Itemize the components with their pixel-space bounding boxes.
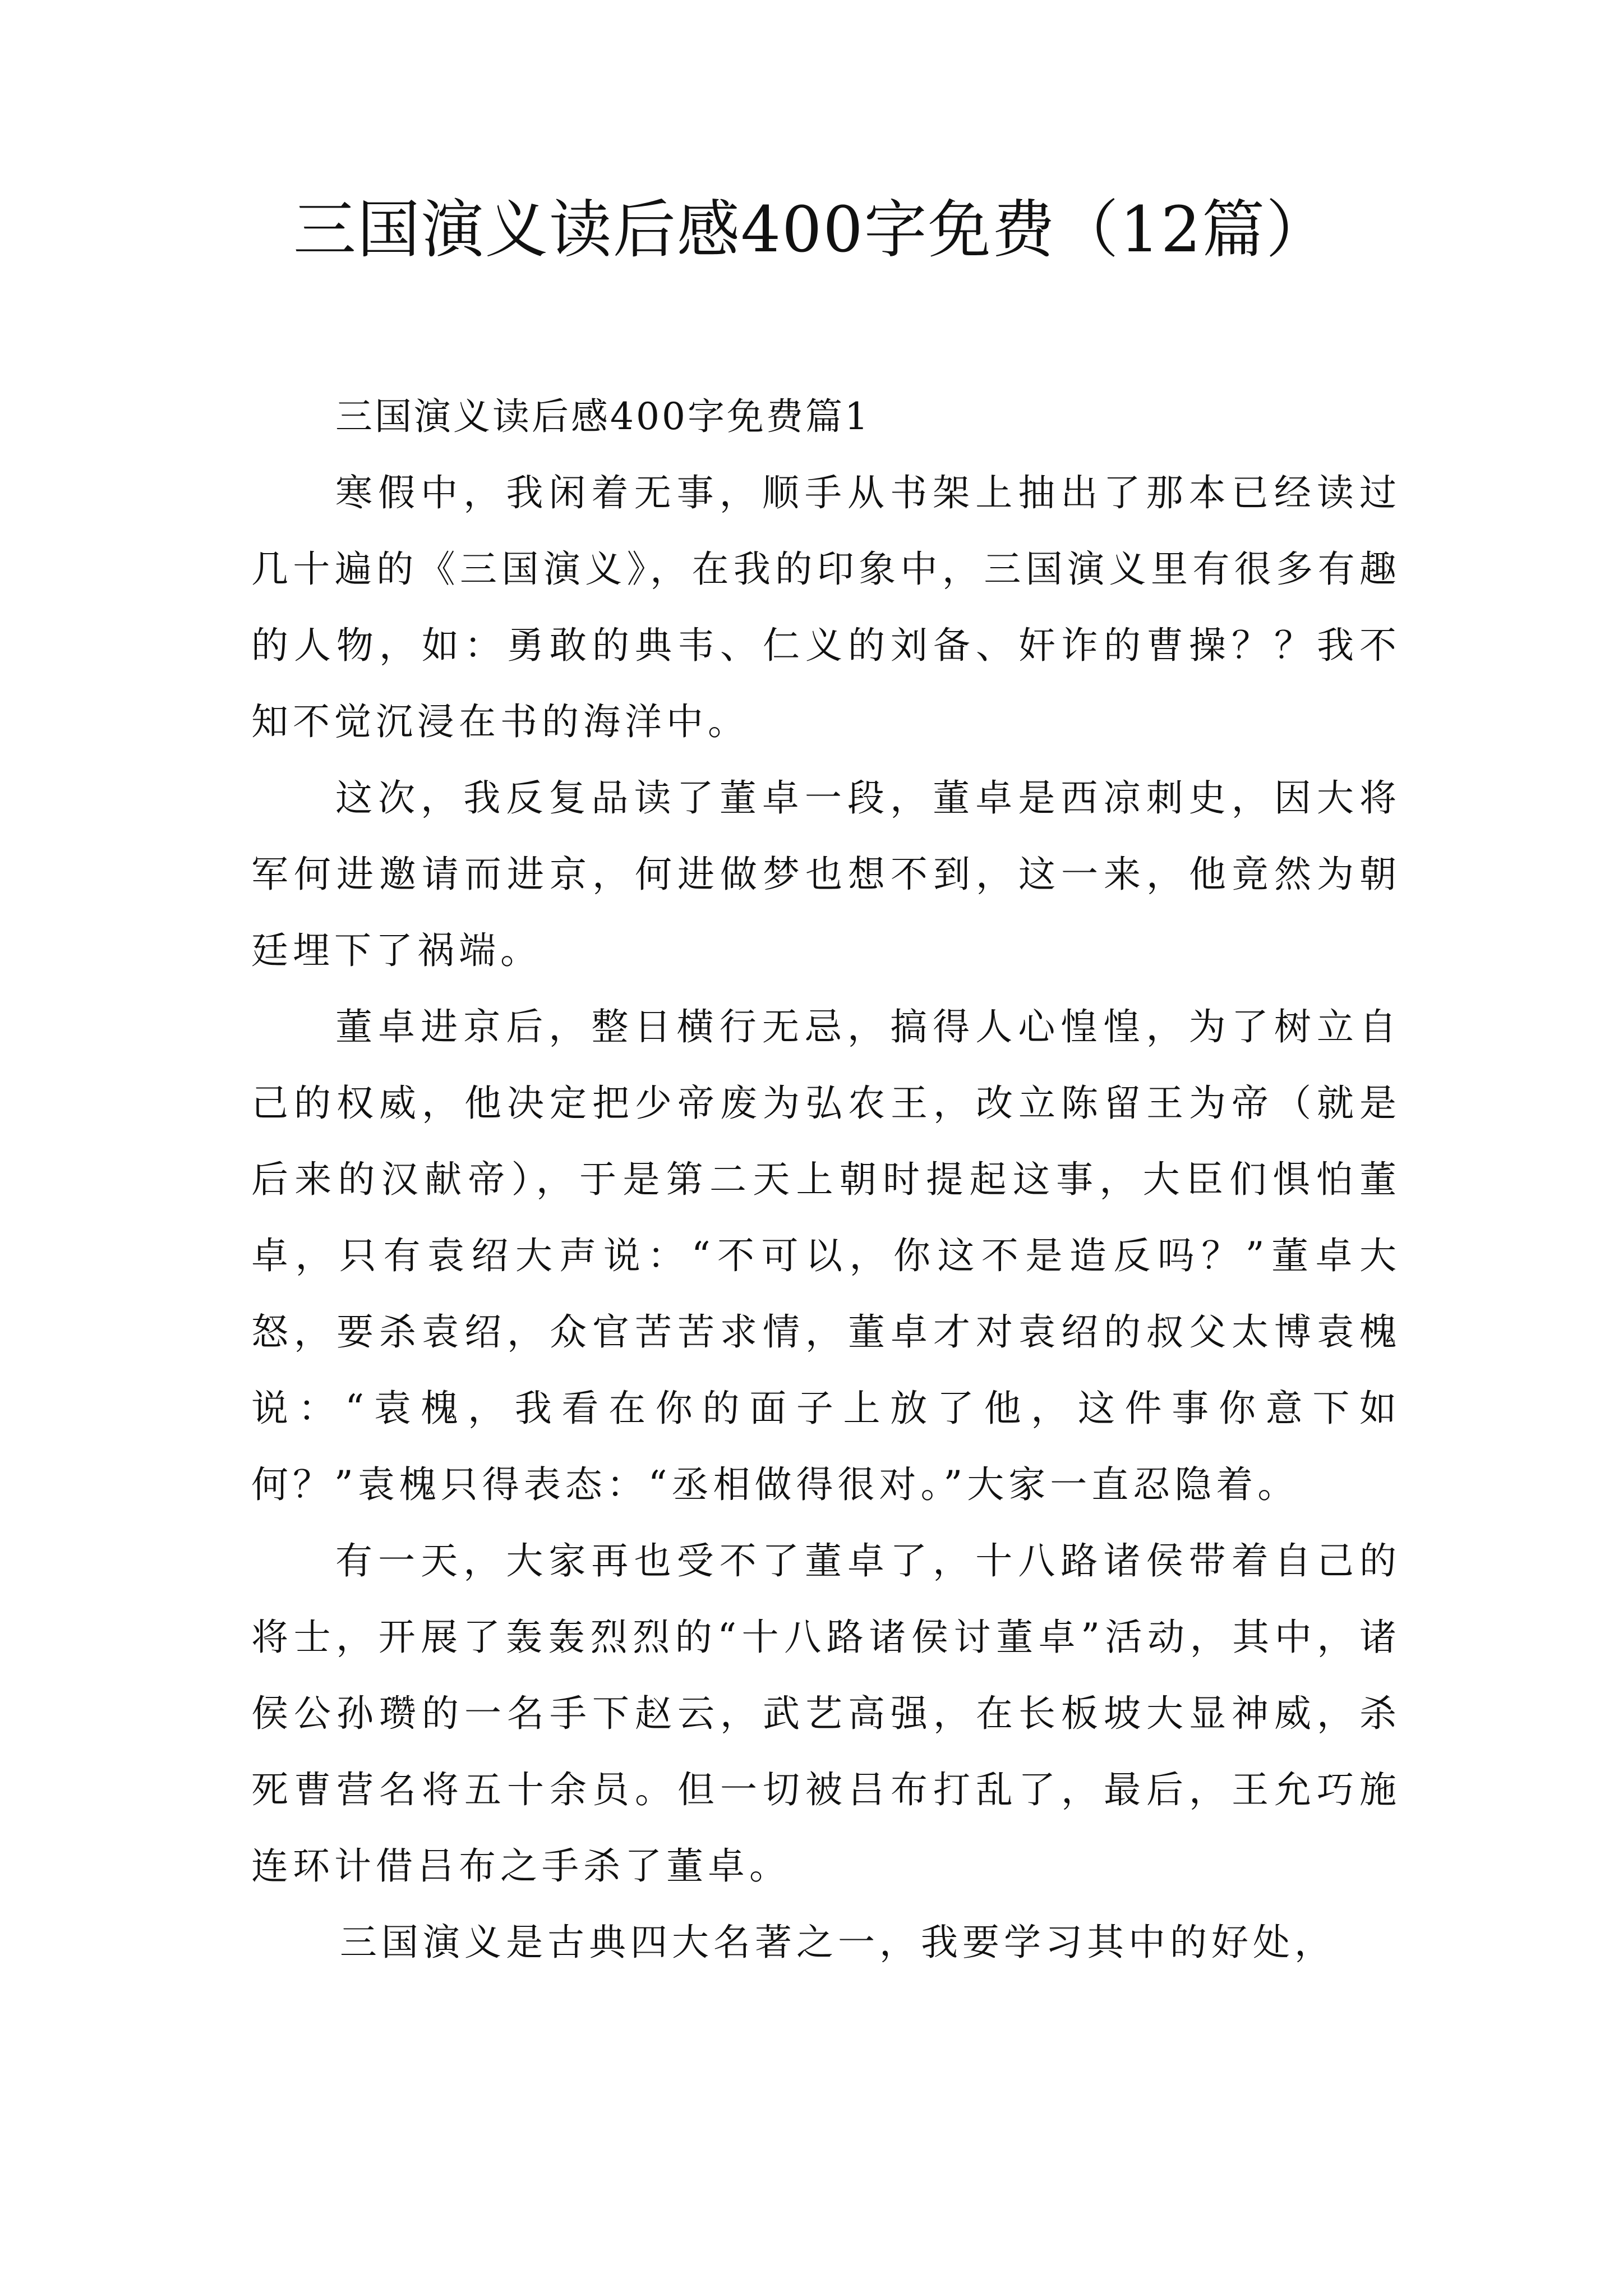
paragraph-5: 三国演义是古典四大名著之一，我要学习其中的好处， bbox=[340, 1921, 1336, 1964]
document-body bbox=[251, 379, 1401, 1981]
paragraph-1: 寒假中，我闲着无事，顺手从书架上抽出了那本已经读过几十遍的《三国演义》，在我的印象中，三国演义里有很多有趣的人物，如：勇敢的典韦、仁义的刘备、奸诈的曹操？？我不知不觉沉浸在书的海洋中。 bbox=[251, 471, 1401, 743]
section-heading: 三国演义读后感400字免费篇1 bbox=[335, 395, 870, 438]
document-title: 三国演义读后感400字免费（12篇） bbox=[293, 194, 1330, 266]
paragraph-3: 董卓进京后，整日横行无忌，搞得人心惶惶，为了树立自己的权威，他决定把少帝废为弘农王，改立陈留王为帝（就是后来的汉献帝），于是第二天上朝时提起这事，大臣们惧怕董卓，只有袁绍大声说：“不可以，你这不是造反吗？”董卓大怒，要杀袁绍，众官苦苦求情，董卓才对袁绍的叔父太博袁槐说：“袁槐，我看在你的面子上放了他，这件事你意下如何？”袁槐只得表态：“丞相做得很对。”大家一直忍隐着。 bbox=[251, 1005, 1401, 1506]
paragraph-2: 这次，我反复品读了董卓一段，董卓是西凉刺史，因大将军何进邀请而进京，何进做梦也想不到，这一来，他竟然为朝廷埋下了祸端。 bbox=[251, 776, 1401, 972]
paragraph-4: 有一天，大家再也受不了董卓了，十八路诸侯带着自己的将士，开展了轰轰烈烈的“十八路诸侯讨董卓”活动，其中，诸侯公孙瓒的一名手下赵云，武艺高强，在长板坡大显神威，杀死曹营名将五十余员。但一切被吕布打乱了，最后，王允巧施连环计借吕布之手杀了董卓。 bbox=[251, 1539, 1401, 1888]
